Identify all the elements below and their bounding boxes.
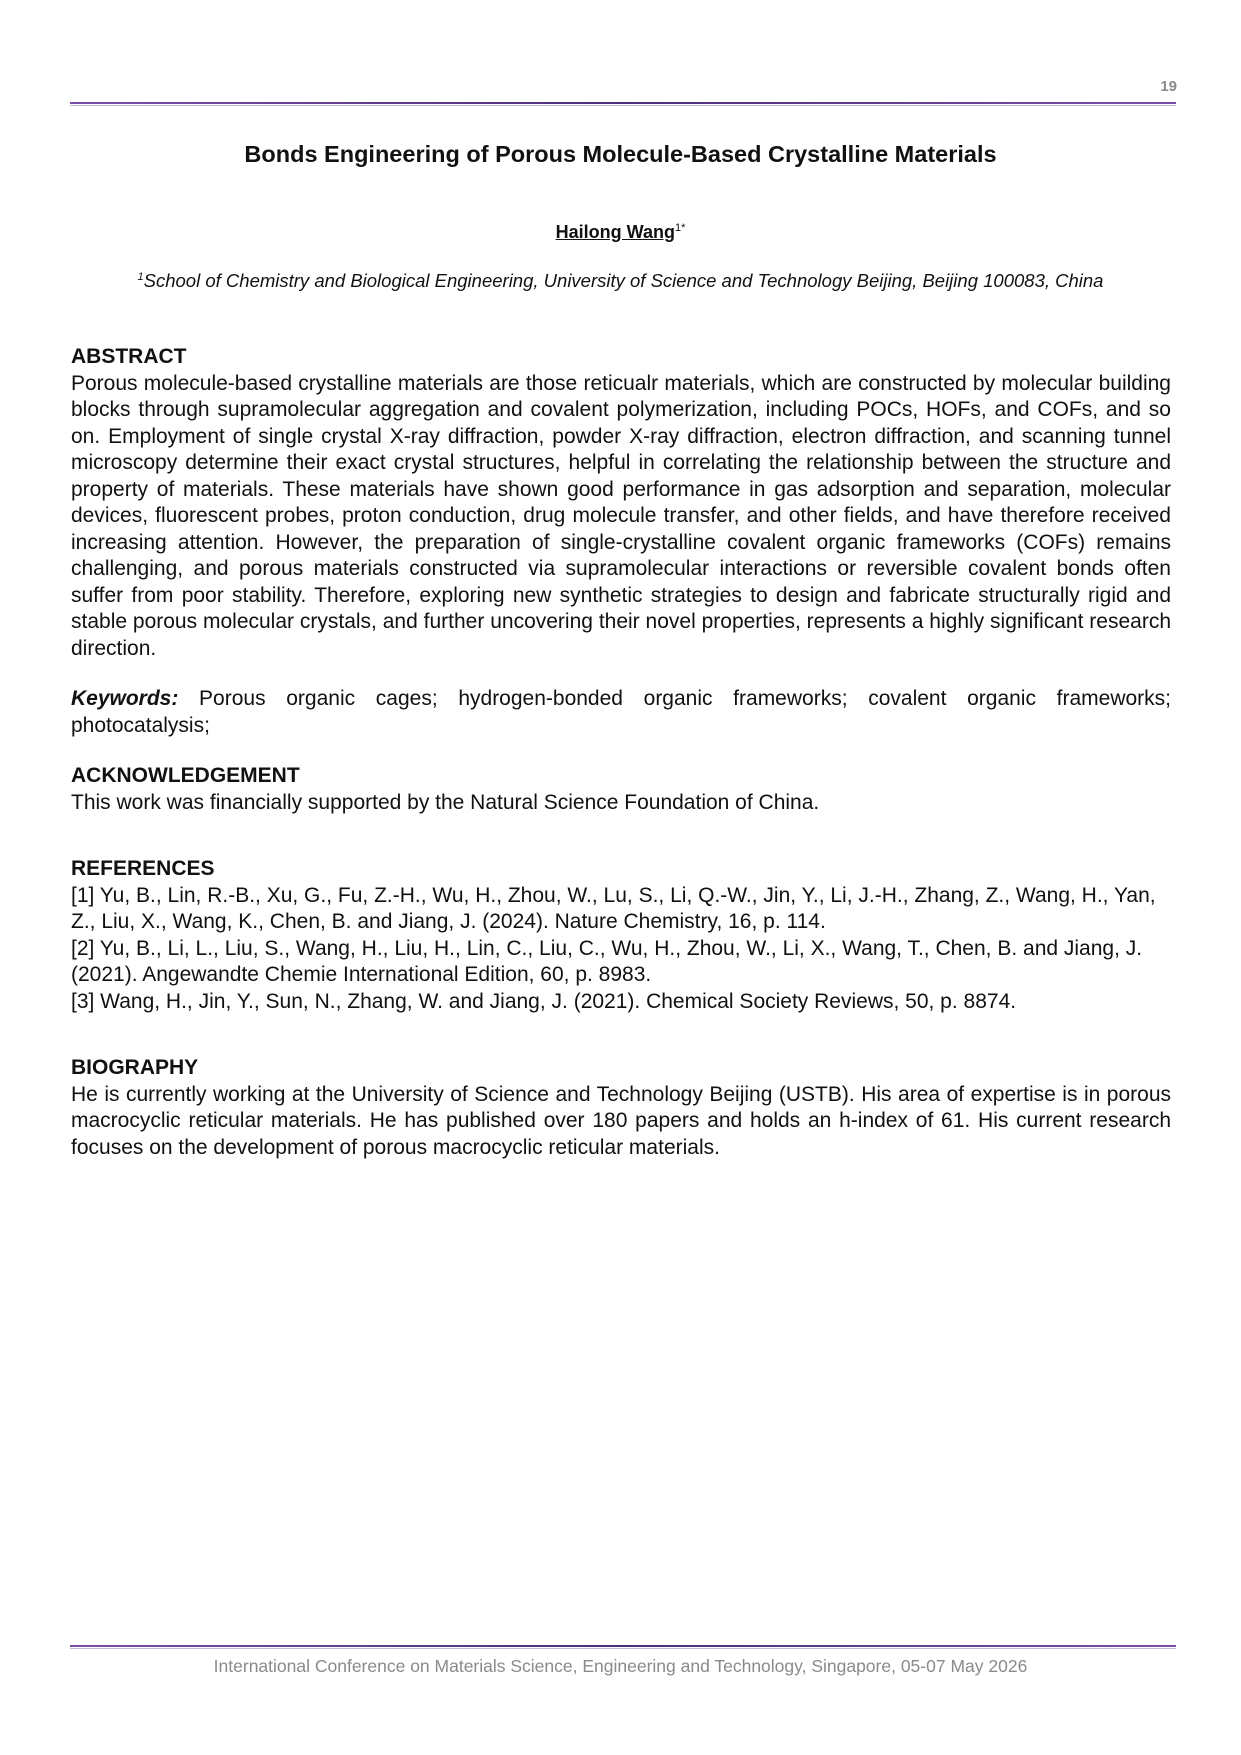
keywords-label: Keywords: (71, 687, 179, 710)
affiliation-text: School of Chemistry and Biological Engineering, University of Science and Technology Beijing, Beijing 100083, China (143, 270, 1104, 291)
header-rule-shadow (70, 105, 1176, 106)
references-heading: REFERENCES (71, 857, 215, 880)
biography-text: He is currently working at the University of Science and Technology Beijing (USTB). His area of expertise is in porous macrocyclic reticular materials. He has published over 180 papers and holds an h-index of 61. His current research focuses on the development of porous macrocyclic reticular materials. (71, 1082, 1171, 1159)
reference-item: [2] Yu, B., Li, L., Liu, S., Wang, H., Liu, H., Lin, C., Liu, C., Wu, H., Zhou, W., Li, X., Wang, T., Chen, B. and Jiang, J. (2021). Angewandte Chemie International Edition, 60, p. 8983. (71, 936, 1143, 986)
abstract-heading: ABSTRACT (71, 345, 187, 368)
acknowledgement-heading: ACKNOWLEDGEMENT (71, 764, 300, 787)
paper-title: Bonds Engineering of Porous Molecule-Based Crystalline Materials (244, 141, 997, 167)
keywords-text: Porous organic cages; hydrogen-bonded organic frameworks; covalent organic frameworks; photocatalysis; (71, 687, 1171, 737)
biography-heading: BIOGRAPHY (71, 1056, 199, 1079)
affiliation (0, 270, 1241, 292)
affiliation-superscript: 1 (137, 270, 144, 283)
header-rule (70, 102, 1176, 104)
footer-rule-shadow (70, 1648, 1176, 1649)
author-name: Hailong Wang (555, 222, 675, 242)
author-line (0, 222, 1241, 243)
abstract-text: Porous molecule-based crystalline materials are those reticualr materials, which are constructed by molecular building blocks through supramolecular aggregation and covalent polymerization, including POCs, HOFs, and COFs, and so on. Employment of single crystal X-ray diffraction, powder X-ray diffraction, electron diffraction, and scanning tunnel microscopy determine their exact crystal structures, helpful in correlating the relationship between the structure and property of materials. These materials have shown good performance in gas adsorption and separation, molecular devices, fluorescent probes, proton conduction, drug molecule transfer, and other fields, and have therefore received increasing attention. However, the preparation of single-crystalline covalent organic frameworks (COFs) remains challenging, and porous materials constructed via supramolecular interactions or reversible covalent bonds often suffer from poor stability. Therefore, exploring new synthetic strategies to design and fabricate structurally rigid and stable porous molecular crystals, and further uncovering their novel properties, represents a highly significant research direction. (71, 371, 1171, 660)
keywords (71, 686, 1171, 739)
footer-conference-text: International Conference on Materials Science, Engineering and Technology, Singapore, 05-07 May 2026 (213, 1656, 1028, 1676)
acknowledgement-text: This work was financially supported by the Natural Science Foundation of China. (71, 790, 820, 814)
reference-item: [3] Wang, H., Jin, Y., Sun, N., Zhang, W. and Jiang, J. (2021). Chemical Society Reviews, 50, p. 8874. (71, 989, 1017, 1013)
reference-item: [1] Yu, B., Lin, R.-B., Xu, G., Fu, Z.-H., Wu, H., Zhou, W., Lu, S., Li, Q.-W., Jin, Y., Li, J.-H., Zhang, Z., Wang, H., Yan, Z., Liu, X., Wang, K., Chen, B. and Jiang, J. (2024). Nature Chemistry, 16, p. 114. (71, 883, 1156, 933)
paper-body (71, 344, 1171, 1161)
page-number: 19 (1160, 78, 1177, 95)
footer-rule (70, 1645, 1176, 1647)
author-superscript: 1* (674, 222, 686, 234)
